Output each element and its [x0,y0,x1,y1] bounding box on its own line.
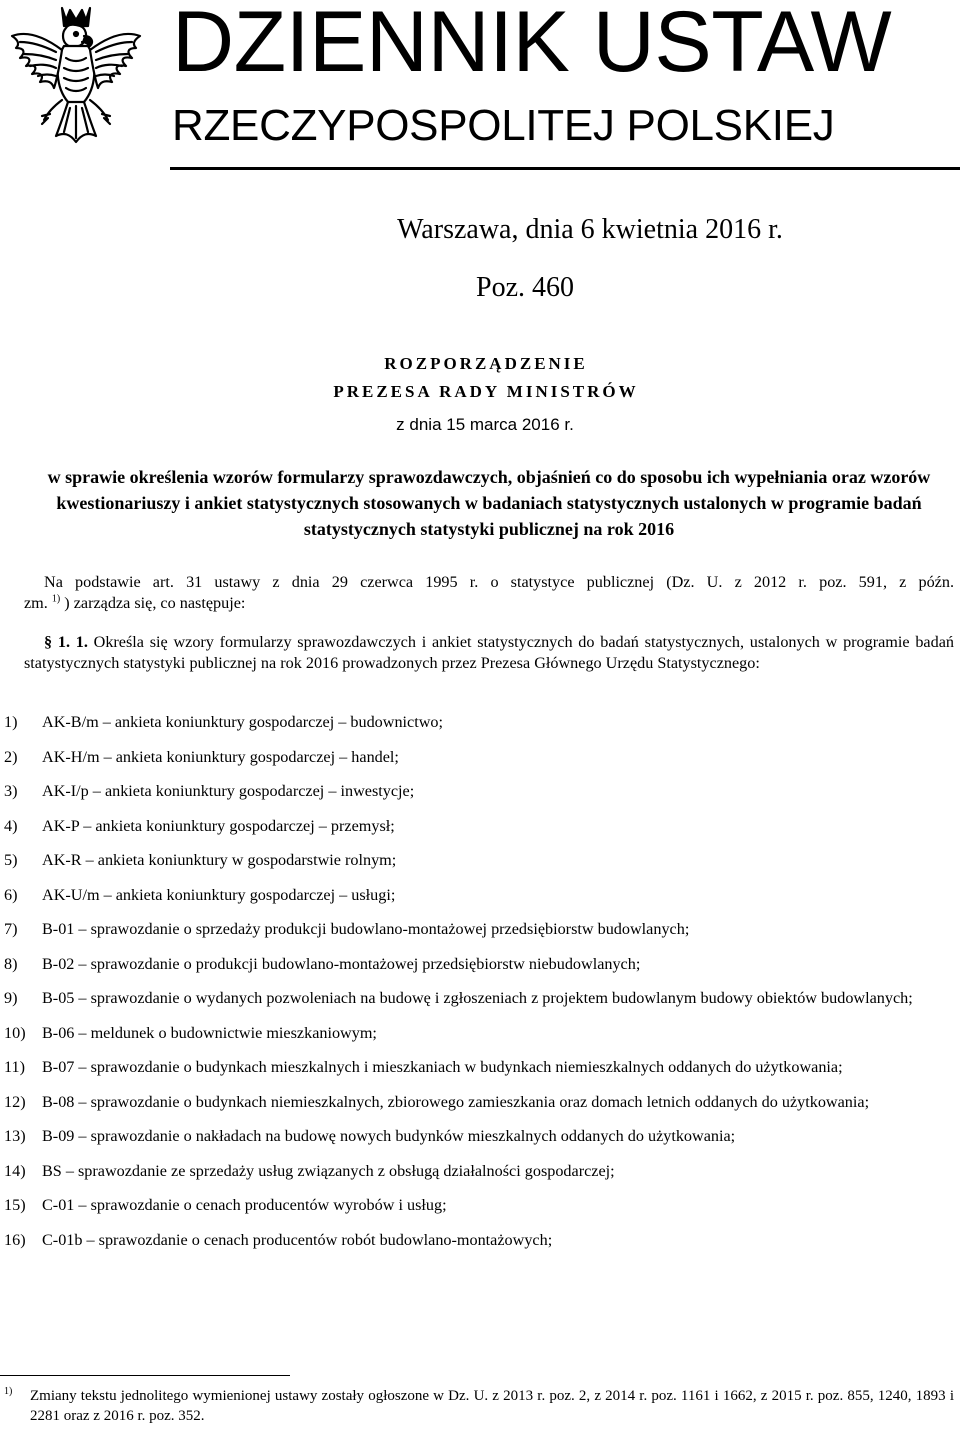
list-item [4,712,954,733]
footnote-reference[interactable]: 1) [51,593,61,605]
list-item-text: AK-H/m – ankieta koniunktury gospodarczej – handel; [42,747,399,766]
list-item [4,747,954,768]
list-item [4,1092,954,1113]
list-item-number: 13) [4,1127,26,1145]
section-1-paragraph [24,632,954,674]
list-item-text: AK-I/p – ankieta koniunktury gospodarczej – inwestycje; [42,782,415,800]
list-item-text: AK-U/m – ankieta koniunktury gospodarczej – usługi; [42,885,396,904]
list-item-text: B-08 – sprawozdanie o budynkach niemieszkalnych, zbiorowego zamieszkania oraz domach letnich oddanych do użytkowania; [42,1092,870,1111]
list-item [4,1161,954,1182]
act-title: w sprawie określenia wzorów formularzy sprawozdawczych, objaśnień co do sposobu ich wypełniania oraz wzorów kwestionariuszy i ankiet statystycznych stosowanych w badaniach statystycznych ustalonych w programie badań statystycznych statystyki publicznej na rok 2016 [47,467,931,539]
section-1-text: Określa się wzory formularzy sprawozdawczych i ankiet statystycznych do badań statystycznych, ustalonych w programie badań statystycznych statystyki publicznej na rok 2016 prowadzonych przez Prezesa Głównego Urzędu Statystycznego: [24,633,954,672]
footnote-divider [0,1375,290,1376]
legal-basis-line-2 [24,593,954,614]
list-item-number: 6) [4,885,18,904]
legal-basis-abbrev: zm. [24,594,48,612]
masthead-divider [170,167,960,170]
act-issuer: PREZESA RADY MINISTRÓW [333,382,639,401]
footnote-text: Zmiany tekstu jednolitego wymienionej ustawy zostały ogłoszone w Dz. U. z 2013 r. poz. 2, z 2014 r. poz. 1161 i 1662, z 2015 r. poz. 855, 1240, 1893 i 2281 oraz z 2016 r. poz. 352. [30,1388,954,1424]
publication-position: Poz. 460 [476,272,574,303]
list-item-number: 5) [4,851,18,869]
list-item-text: B-06 – meldunek o budownictwie mieszkaniowym; [42,1023,377,1042]
list-item-number: 12) [4,1092,26,1111]
list-item-number: 14) [4,1161,26,1180]
list-item [4,1230,954,1251]
list-item-number: 8) [4,954,18,973]
legal-basis-clause: ) zarządza się, co następuje: [64,594,246,612]
list-item-text: B-07 – sprawozdanie o budynkach mieszkalnych i mieszkaniach w budynkach niemieszkalnych oddanych do użytkowania; [42,1058,843,1076]
list-item [4,850,954,871]
list-item-number: 11) [4,1058,25,1076]
list-item [4,954,954,975]
masthead-title: DZIENNIK USTAW [172,0,892,90]
form-list [4,712,954,1251]
list-item-text: B-01 – sprawozdanie o sprzedaży produkcji budowlano-montażowej przedsiębiorstw budowlanych; [42,920,690,938]
list-item-text: AK-P – ankieta koniunktury gospodarczej – przemysł; [42,816,395,835]
list-item-number: 15) [4,1196,26,1214]
legal-basis-line-1: Na podstawie art. 31 ustawy z dnia 29 czerwca 1995 r. o statystyce publicznej (Dz. U. z 2012 r. poz. 591, z późn. [44,573,954,591]
list-item-number: 1) [4,713,18,731]
list-item [4,885,954,906]
list-item-text: C-01b – sprawozdanie o cenach producentów robót budowlano-montażowych; [42,1230,553,1249]
polish-eagle-icon [6,2,146,160]
list-item [4,1126,954,1147]
list-item-text: B-05 – sprawozdanie o wydanych pozwoleniach na budowę i zgłoszeniach z projektem budowlanym budowy obiektów budowlanych; [42,989,913,1007]
list-item-text: B-02 – sprawozdanie o produkcji budowlano-montażowej przedsiębiorstw niebudowlanych; [42,954,641,973]
list-item-text: B-09 – sprawozdanie o nakładach na budowę nowych budynków mieszkalnych oddanych do użytkowania; [42,1127,736,1145]
list-item [4,919,954,940]
list-item [4,1023,954,1044]
list-item-text: C-01 – sprawozdanie o cenach producentów wyrobów i usług; [42,1196,447,1214]
list-item-number: 2) [4,747,18,766]
list-item [4,1195,954,1216]
list-item-text: AK-B/m – ankieta koniunktury gospodarczej – budownictwo; [42,713,444,731]
masthead-subtitle: RZECZYPOSPOLITEJ POLSKIEJ [172,101,835,150]
list-item-text: BS – sprawozdanie ze sprzedaży usług związanych z obsługą działalności gospodarczej; [42,1161,615,1180]
list-item-number: 3) [4,782,18,800]
list-item-number: 16) [4,1230,26,1249]
list-item-number: 4) [4,816,18,835]
act-date: z dnia 15 marca 2016 r. [396,415,574,434]
footnote-mark: 1) [4,1386,13,1397]
list-item [4,816,954,837]
list-item-text: AK-R – ankieta koniunktury w gospodarstwie rolnym; [42,851,397,869]
list-item [4,1057,954,1078]
act-type: ROZPORZĄDZENIE [384,354,588,373]
list-item [4,988,954,1009]
list-item-number: 10) [4,1023,26,1042]
publication-date: Warszawa, dnia 6 kwietnia 2016 r. [397,214,783,245]
list-item-number: 7) [4,920,18,938]
list-item-number: 9) [4,989,18,1007]
section-1-label: § 1. 1. [44,633,88,651]
list-item [4,781,954,802]
footnote [4,1386,954,1426]
